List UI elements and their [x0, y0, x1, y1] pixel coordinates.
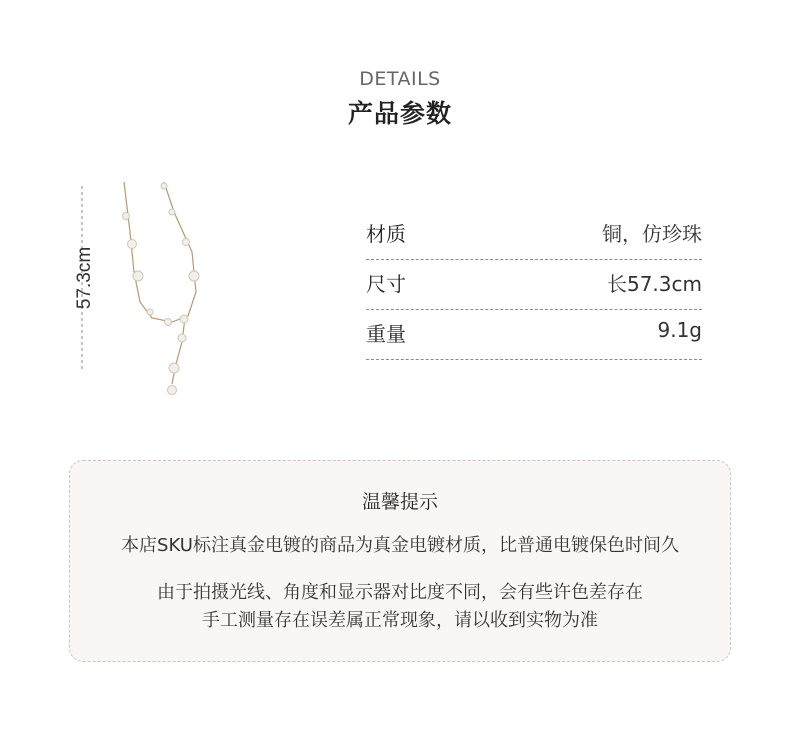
pearl — [123, 213, 130, 220]
pearl — [180, 315, 188, 323]
product-params-table — [366, 210, 702, 360]
pearl — [133, 271, 143, 281]
dimension-label: 57.3cm — [74, 246, 95, 310]
param-label: 尺寸 — [366, 272, 406, 296]
necklace-chain — [124, 182, 196, 322]
pearl — [183, 239, 190, 246]
notice-title: 温馨提示 — [361, 491, 438, 513]
pearl — [178, 334, 186, 342]
notice-line-plating: 本店SKU标注真金电镀的商品为真金电镀材质，比普通电镀保色时间久 — [121, 535, 679, 556]
notice-box — [69, 460, 731, 662]
pearl — [168, 386, 177, 395]
necklace-image — [60, 172, 260, 412]
pearl — [161, 183, 167, 189]
param-value: 9.1g — [657, 318, 702, 342]
pearl — [165, 319, 172, 326]
param-value: 铜，仿珍珠 — [602, 222, 702, 246]
param-row-size — [366, 260, 702, 310]
pearl — [169, 209, 175, 215]
pearl — [147, 309, 153, 315]
param-value: 长57.3cm — [606, 272, 702, 296]
necklace-pearls — [123, 183, 200, 395]
section-title-en: DETAILS — [359, 68, 441, 90]
param-label: 重量 — [366, 322, 406, 346]
pearl — [128, 240, 137, 249]
necklace-drop-chain — [172, 318, 185, 384]
notice-line-measurement: 手工测量存在误差属正常现象，请以收到实物为准 — [202, 610, 598, 631]
param-row-weight — [366, 310, 702, 360]
pearl — [169, 363, 179, 373]
param-label: 材质 — [366, 222, 406, 246]
pearl — [189, 271, 199, 281]
param-row-material — [366, 210, 702, 260]
notice-line-color-difference: 由于拍摄光线、角度和显示器对比度不同，会有些许色差存在 — [157, 582, 643, 603]
section-title: 产品参数 — [347, 99, 452, 128]
